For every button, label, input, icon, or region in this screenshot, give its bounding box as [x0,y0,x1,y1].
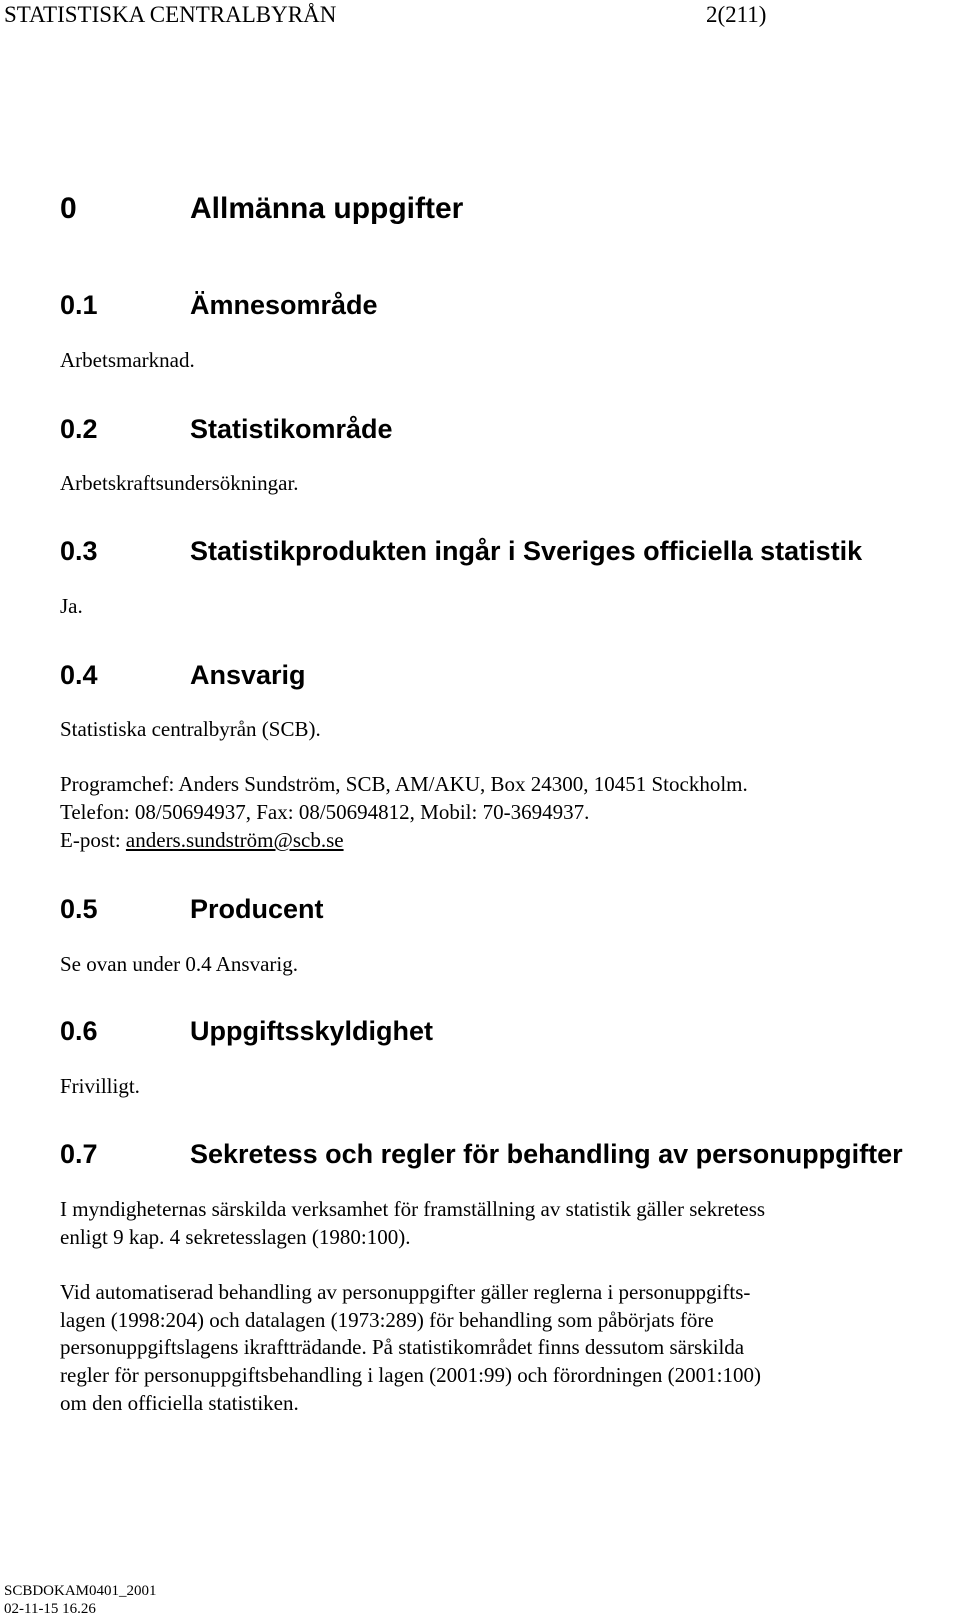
section-title: Statistikprodukten ingår i Sveriges officiella statistik [190,536,863,566]
page-number: 2(211) [706,2,767,27]
email-link[interactable]: anders.sundström@scb.se [125,828,344,852]
section-title: Allmänna uppgifter [190,192,464,225]
footer-doc-id: SCBDOKAM0401_2001 [4,1583,157,1599]
paragraph-line: I myndigheternas särskilda verksamhet för framställning av statistik gäller sekretess [60,1197,766,1221]
section-number: 0 [60,192,77,225]
section-number: 0.1 [60,290,98,320]
section-title: Statistikområde [190,414,393,444]
section-text-0-4-contact: Programchef: Anders Sundström, SCB, AM/AKU, Box 24300, 10451 Stockholm. [60,772,748,796]
paragraph-line: regler för personuppgiftsbehandling i lagen (2001:99) och förordningen (2001:100) [60,1363,761,1387]
paragraph-line: enligt 9 kap. 4 sekretesslagen (1980:100). [60,1225,411,1249]
section-text-0-4-phone: Telefon: 08/50694937, Fax: 08/50694812, Mobil: 70-3694937. [60,800,590,824]
running-header-org: STATISTISKA CENTRALBYRÅN [4,2,337,27]
section-number: 0.7 [60,1139,98,1169]
paragraph-line: om den officiella statistiken. [60,1391,299,1415]
section-number: 0.3 [60,536,98,566]
section-text-0-2: Arbetskraftsundersökningar. [60,471,299,495]
section-text-0-1: Arbetsmarknad. [60,348,195,372]
section-title: Uppgiftsskyldighet [190,1016,434,1046]
paragraph-line: lagen (1998:204) och datalagen (1973:289) för behandling som påbörjats före [60,1308,714,1332]
section-title: Ämnesområde [190,290,378,320]
section-text-0-5: Se ovan under 0.4 Ansvarig. [60,952,298,976]
section-number: 0.6 [60,1016,98,1046]
paragraph-line: Vid automatiserad behandling av personuppgifter gäller reglerna i personuppgifts- [60,1280,751,1304]
section-text-0-3: Ja. [60,594,83,618]
footer-date: 02-11-15 16.26 [4,1601,96,1617]
section-text-0-4-org: Statistiska centralbyrån (SCB). [60,717,321,741]
email-label: E-post: [60,828,126,852]
paragraph-line: personuppgiftslagens ikraftträdande. På statistikområdet finns dessutom särskilda [60,1335,745,1359]
section-title: Producent [190,894,324,924]
section-title: Sekretess och regler för behandling av personuppgifter [190,1139,903,1169]
section-number: 0.5 [60,894,98,924]
section-number: 0.4 [60,660,98,690]
section-title: Ansvarig [190,660,306,690]
section-text-0-4-email-line [60,826,344,854]
section-number: 0.2 [60,414,98,444]
section-text-0-6: Frivilligt. [60,1074,140,1098]
